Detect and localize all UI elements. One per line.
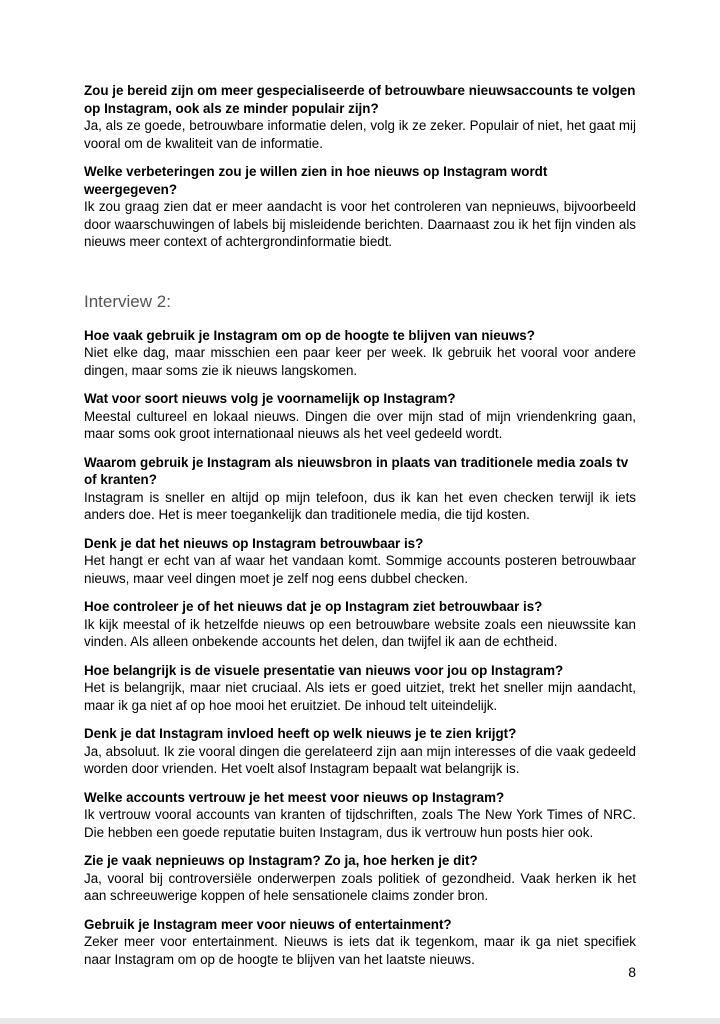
answer-text: Ik zou graag zien dat er meer aandacht is voor het controleren van nepnieuws, bijvoorbeeld door waarschuwingen of labels bij misleidende berichten. Daarnaast zou ik het fijn vinden als nieuws meer context of achtergrondinformatie biedt. [84,199,636,249]
question-text: Waarom gebruik je Instagram als nieuwsbron in plaats van traditionele media zoals tv of kranten? [84,454,629,487]
answer-text: Ik kijk meestal of ik hetzelfde nieuws op een betrouwbare website zoals een nieuwssite kan vinden. Als alleen onbekende accounts het delen, dan twijfel ik aan de echtheid. [84,616,636,649]
question-text: Gebruik je Instagram meer voor nieuws of entertainment? [84,916,452,932]
qa-item [84,789,636,842]
qa-item [84,327,636,380]
question-text: Denk je dat Instagram invloed heeft op welk nieuws je te zien krijgt? [84,726,517,741]
answer-text: Meestal cultureel en lokaal nieuws. Dingen die over mijn stad of mijn vriendenkring gaan, maar soms ook groot internationaal nieuws als het veel gedeeld wordt. [84,408,636,441]
page-number: 8 [628,964,636,980]
answer-text: Ja, absoluut. Ik zie vooral dingen die gerelateerd zijn aan mijn interesses of die vaak gedeeld worden door vrienden. Het voelt alsof Instagram bepaalt wat belangrijk is. [84,743,636,776]
qa-item [84,454,636,524]
answer-text: Het is belangrijk, maar niet cruciaal. Als iets er goed uitziet, trekt het sneller mijn aandacht, maar ik ga niet af op hoe mooi het eruitziet. De inhoud telt uiteindelijk. [84,680,636,713]
qa-item [84,662,636,715]
answer-text: Zeker meer voor entertainment. Nieuws is iets dat ik tegenkom, maar ik ga niet specifiek naar Instagram om op de hoogte te blijven van het laatste nieuws. [84,934,636,967]
question-text: Zie je vaak nepnieuws op Instagram? Zo ja, hoe herken je dit? [84,853,478,868]
qa-item [84,852,636,905]
question-text: Hoe controleer je of het nieuws dat je op Instagram ziet betrouwbaar is? [84,599,543,614]
qa-item [84,916,636,969]
qa-item [84,163,636,251]
qa-item [84,390,636,443]
question-text: Welke verbeteringen zou je willen zien in hoe nieuws op Instagram wordt weergegeven? [84,164,548,197]
answer-text: Ja, vooral bij controversiële onderwerpen zoals politiek of gezondheid. Vaak herken ik het aan schreeuwerige koppen of hele sensationele claims zonder bron. [84,870,636,903]
answer-text: Ja, als ze goede, betrouwbare informatie delen, volg ik ze zeker. Populair of niet, het gaat mij vooral om de kwaliteit van de informatie. [84,118,636,151]
question-text: Hoe vaak gebruik je Instagram om op de hoogte te blijven van nieuws? [84,327,535,343]
answer-text: Ik vertrouw vooral accounts van kranten of tijdschriften, zoals The New York Times of NRC. Die hebben een goede reputatie buiten Instagram, dus ik vertrouw hun posts hier ook. [84,807,636,840]
answer-text: Niet elke dag, maar misschien een paar keer per week. Ik gebruik het vooral voor andere dingen, maar soms zie ik nieuws langskomen. [84,345,636,378]
qa-item [84,598,636,651]
page-content [84,82,636,979]
section-heading: Interview 2: [84,291,171,311]
answer-text: Instagram is sneller en altijd op mijn telefoon, dus ik kan het even checken terwijl ik iets anders doe. Het is meer toegankelijk dan traditionele media, die tijd kosten. [84,489,636,522]
question-text: Denk je dat het nieuws op Instagram betrouwbaar is? [84,535,424,551]
question-text: Welke accounts vertrouw je het meest voor nieuws op Instagram? [84,789,505,805]
qa-item [84,725,636,778]
question-text: Wat voor soort nieuws volg je voornamelijk op Instagram? [84,391,456,406]
question-text: Hoe belangrijk is de visuele presentatie van nieuws voor jou op Instagram? [84,662,564,678]
qa-item [84,82,636,152]
question-text: Zou je bereid zijn om meer gespecialiseerde of betrouwbare nieuwsaccounts te volgen op Instagram, ook als ze minder populair zijn? [84,83,636,116]
qa-item [84,535,636,588]
answer-text: Het hangt er echt van af waar het vandaan komt. Sommige accounts posteren betrouwbaar nieuws, maar veel dingen moet je zelf nog eens dubbel checken. [84,553,636,586]
page-bottom-edge [0,1018,720,1024]
